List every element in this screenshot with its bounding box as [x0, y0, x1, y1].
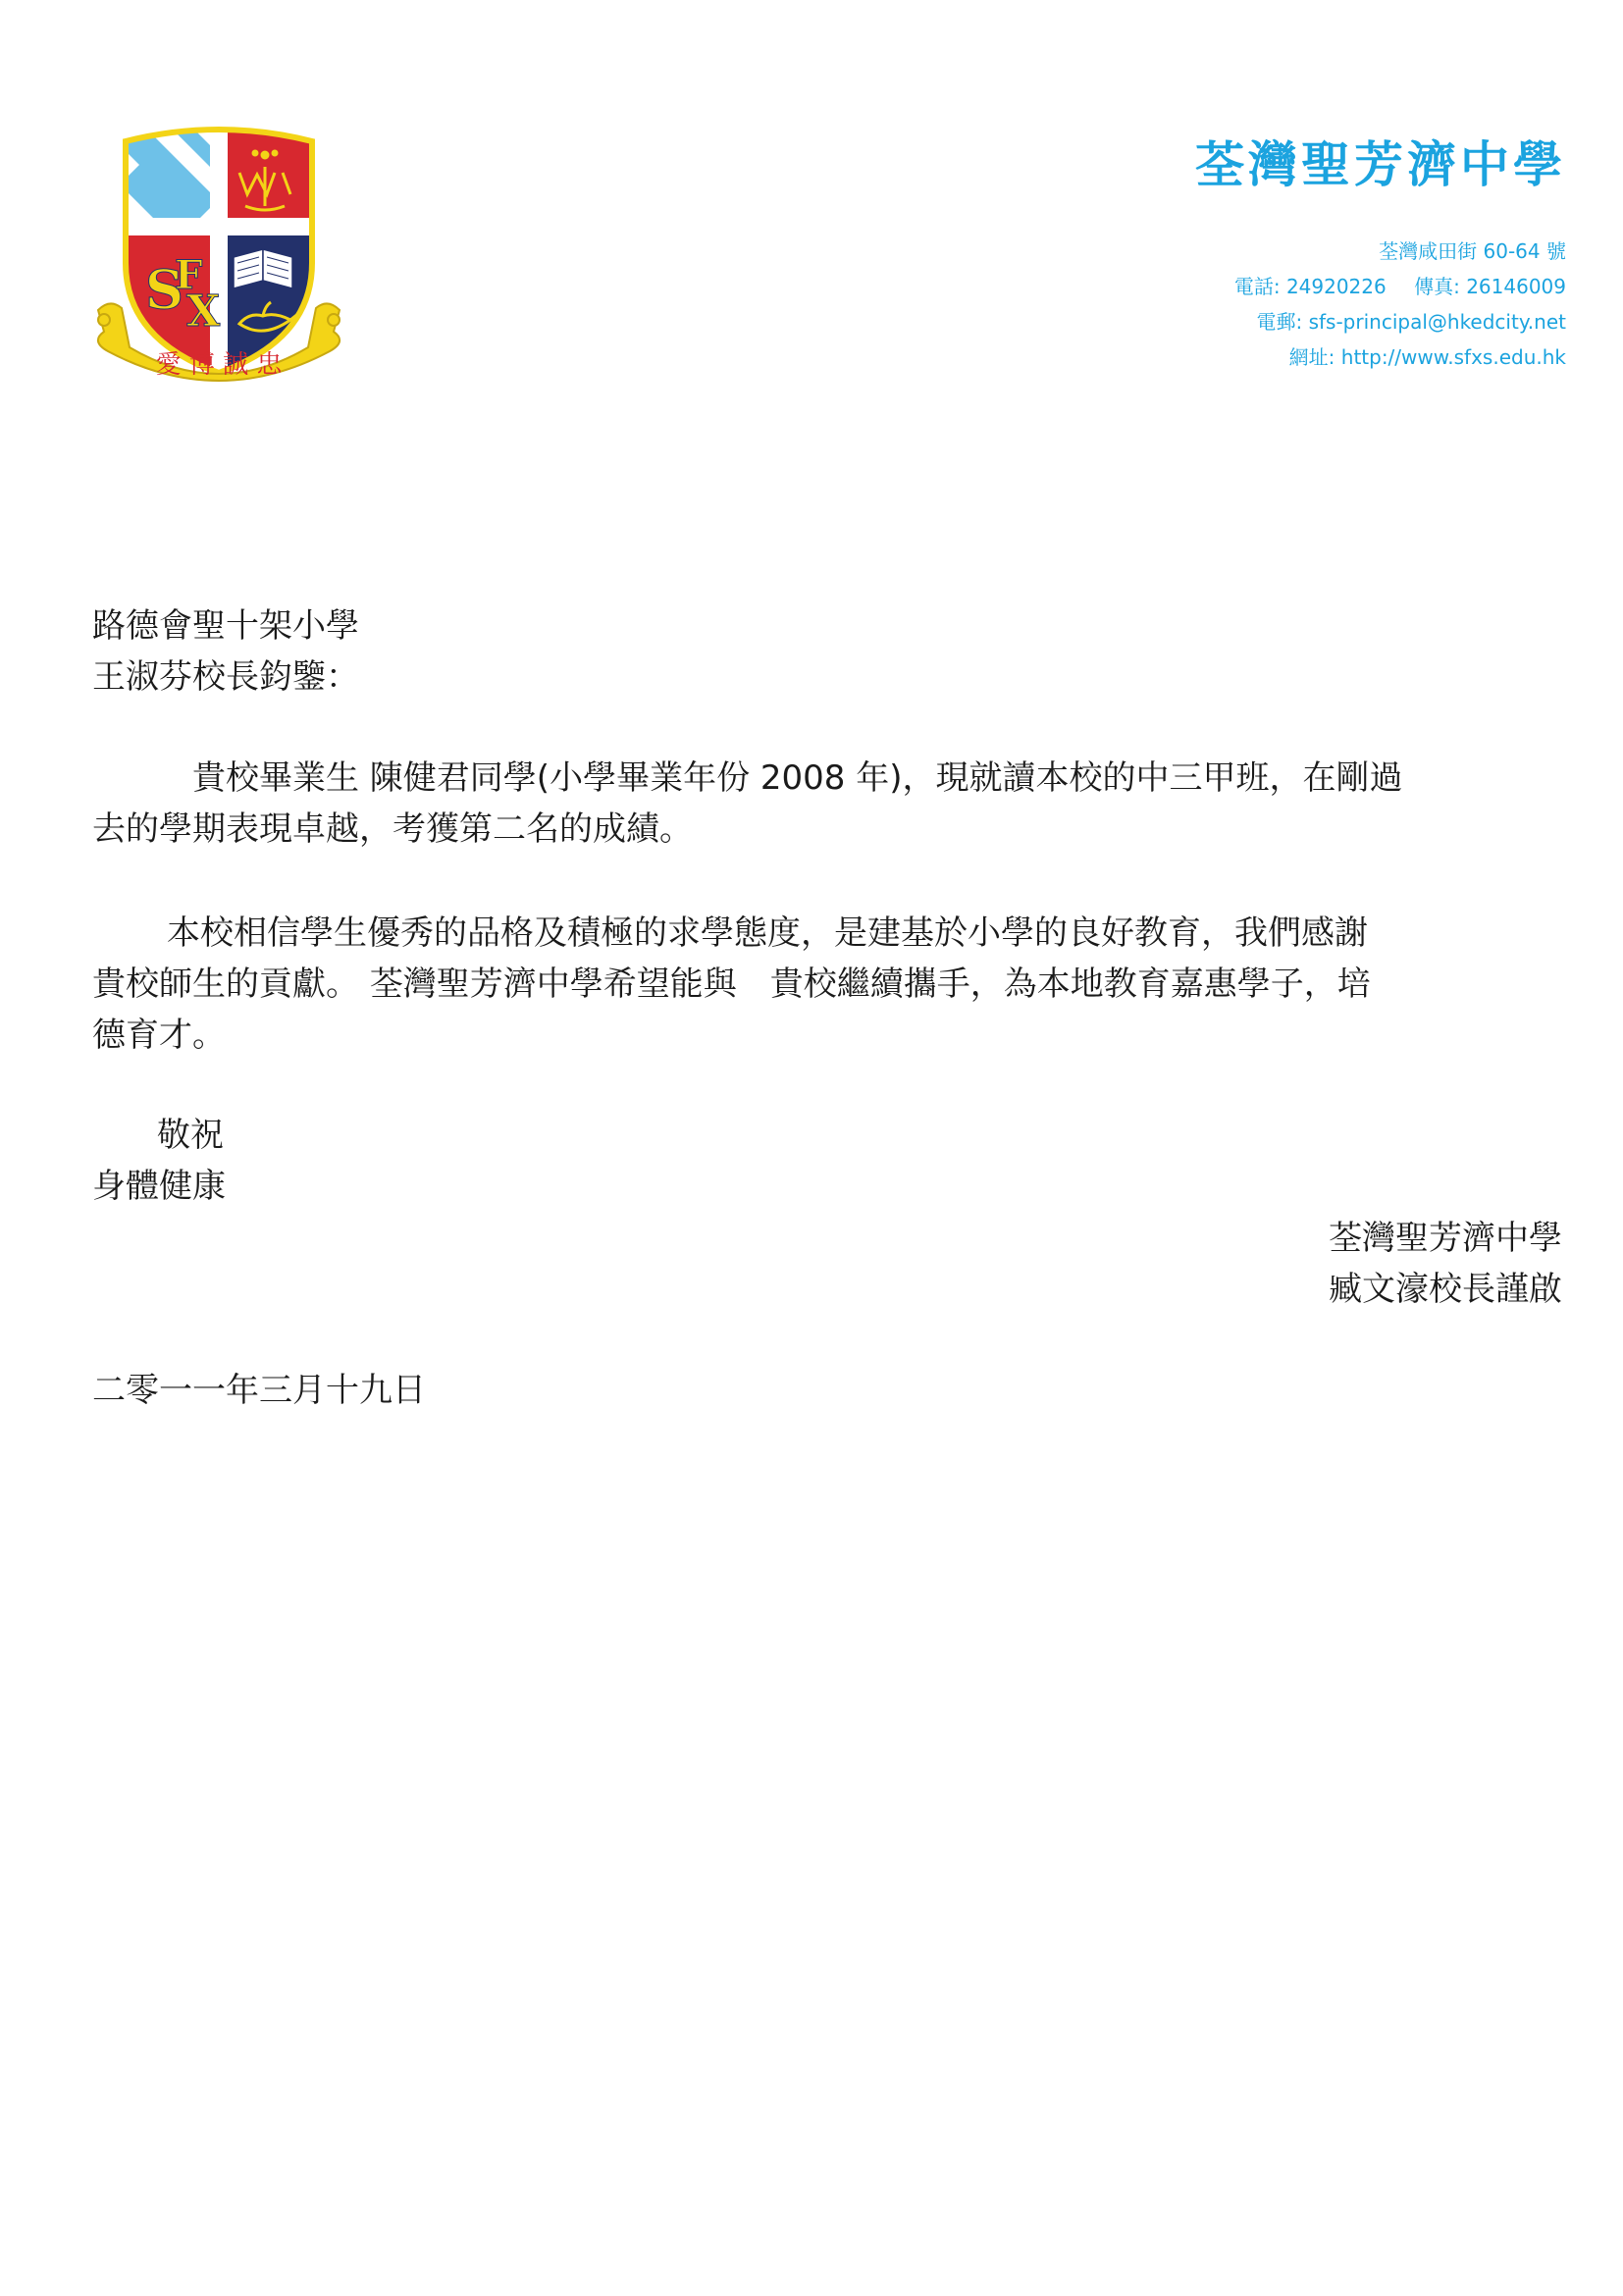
- signature-block: [1329, 1213, 1562, 1315]
- para1-line-1: 貴校畢業生 陳健君同學(小學畢業年份 2008 年)，現就讀本校的中三甲班，在剛過: [192, 758, 1403, 798]
- signature-school: 荃灣聖芳濟中學: [1329, 1219, 1562, 1258]
- svg-text:F: F: [175, 252, 203, 298]
- recipient-block: [92, 600, 1564, 703]
- letterhead-school-name: 荃灣聖芳濟中學: [1195, 136, 1566, 193]
- crest-motto: 愛 博 誠 忠: [155, 350, 283, 380]
- letter-date: 二零一一年三月十九日: [92, 1371, 426, 1410]
- closing-line-2: 身體健康: [92, 1167, 226, 1206]
- recipient-school: 路德會聖十架小學: [92, 606, 359, 646]
- fax-label: 傳真:: [1414, 275, 1460, 298]
- svg-text:S: S: [145, 258, 183, 321]
- address-line: 荃灣咸田街 60-64 號: [1379, 239, 1566, 263]
- school-crest-logo: [90, 116, 347, 392]
- closing-block: [92, 1110, 1564, 1212]
- email-line: [1234, 304, 1566, 339]
- email-address: sfs-principal@hkedcity.net: [1308, 310, 1566, 334]
- para2-line-3: 德育才。: [92, 1016, 226, 1055]
- body-paragraph-1: [92, 753, 1564, 855]
- body-paragraph-2: [92, 908, 1564, 1061]
- website-url: http://www.sfxs.edu.hk: [1340, 345, 1566, 369]
- svg-text:X: X: [186, 287, 221, 337]
- letterhead-contact-block: [1234, 234, 1566, 375]
- phone-label: 電話:: [1233, 275, 1281, 298]
- website-label: 網址:: [1288, 345, 1335, 369]
- phone-fax-line: [1234, 269, 1566, 304]
- signature-principal: 臧文濠校長謹啟: [1329, 1270, 1562, 1309]
- para2-line-1: 本校相信學生優秀的品格及積極的求學態度，是建基於小學的良好教育，我們感謝: [167, 913, 1368, 953]
- recipient-salutation: 王淑芬校長鈞鑒：: [92, 657, 359, 697]
- closing-line-1: 敬祝: [157, 1116, 224, 1155]
- para1-line-2: 去的學期表現卓越，考獲第二名的成績。: [92, 809, 693, 849]
- phone-number: 24920226: [1285, 275, 1387, 298]
- para2-line-2: 貴校師生的貢獻。 荃灣聖芳濟中學希望能與 貴校繼續攜手，為本地教育嘉惠學子，培: [92, 965, 1371, 1004]
- website-line: [1234, 339, 1566, 375]
- email-label: 電郵:: [1256, 310, 1303, 334]
- fax-number: 26146009: [1466, 275, 1566, 298]
